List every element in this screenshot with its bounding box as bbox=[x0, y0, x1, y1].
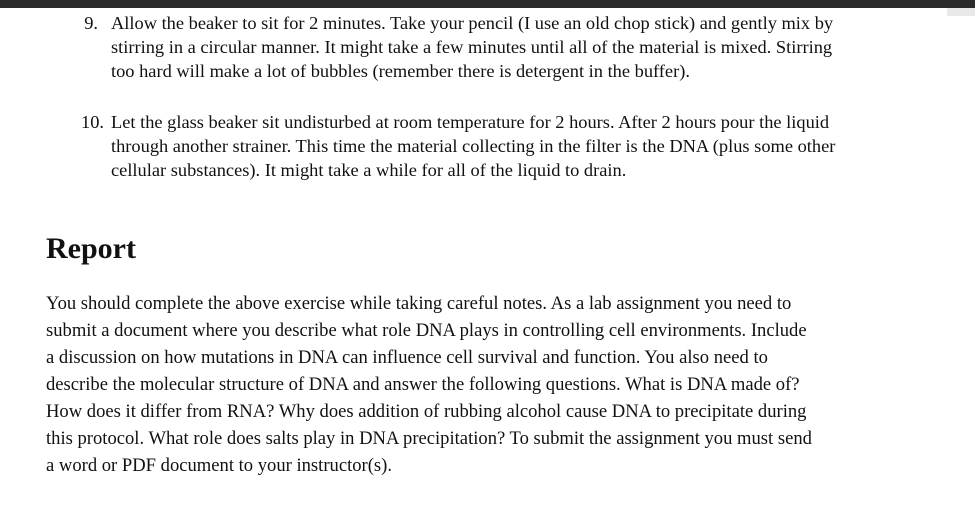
step-number: 9. bbox=[84, 13, 98, 33]
report-paragraph bbox=[46, 290, 956, 479]
report-line: a discussion on how mutations in DNA can influence cell survival and function. You also need to bbox=[46, 347, 768, 368]
step-line: stirring in a circular manner. It might take a few minutes until all of the material is mixed. Stirring bbox=[111, 37, 833, 57]
top-bar bbox=[0, 0, 975, 8]
top-bar-notch bbox=[947, 8, 975, 16]
step-number: 10. bbox=[81, 112, 104, 132]
report-line: a word or PDF document to your instructor(s). bbox=[46, 455, 392, 476]
report-line: How does it differ from RNA? Why does addition of rubbing alcohol cause DNA to precipitate during bbox=[46, 401, 807, 422]
report-heading: Report bbox=[46, 232, 136, 265]
report-line: You should complete the above exercise while taking careful notes. As a lab assignment you need to bbox=[46, 293, 792, 314]
step-line: Allow the beaker to sit for 2 minutes. Take your pencil (I use an old chop stick) and gently mix by bbox=[111, 13, 834, 33]
step-line: too hard will make a lot of bubbles (remember there is detergent in the buffer). bbox=[111, 61, 690, 81]
report-line: submit a document where you describe what role DNA plays in controlling cell environments. Include bbox=[46, 320, 807, 341]
step-line: through another strainer. This time the material collecting in the filter is the DNA (plus some other bbox=[111, 136, 836, 156]
report-line: describe the molecular structure of DNA and answer the following questions. What is DNA made of? bbox=[46, 374, 800, 395]
step-line: cellular substances). It might take a while for all of the liquid to drain. bbox=[111, 160, 627, 180]
step-line: Let the glass beaker sit undisturbed at room temperature for 2 hours. After 2 hours pour the liquid bbox=[111, 112, 830, 132]
report-line: this protocol. What role does salts play in DNA precipitation? To submit the assignment you must send bbox=[46, 428, 812, 449]
